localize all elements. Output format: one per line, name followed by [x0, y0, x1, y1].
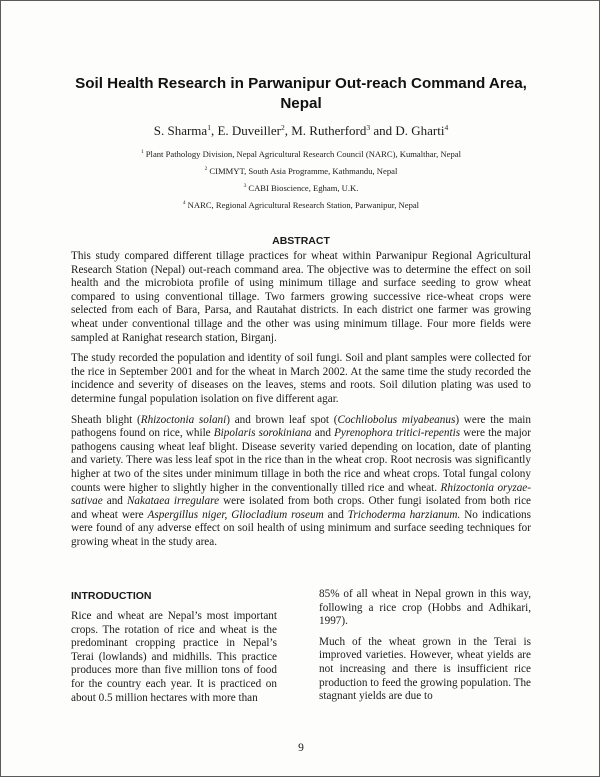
author-list	[61, 123, 541, 139]
introduction-heading: INTRODUCTION	[71, 590, 152, 602]
species-name: Nakataea irregulare	[126, 495, 220, 508]
abstract-heading: ABSTRACT	[272, 235, 330, 247]
author: M. Rutherford$^3$ and	[291, 123, 396, 138]
species-name: Cochliobolus miyabeanus	[337, 413, 456, 426]
page-number: 9	[298, 742, 304, 754]
abstract-paragraph: Sheath blight (Rhizoctonia solani) and brown leaf spot (Cochliobolus miyabeanus) were the main pathogens found on rice, while Bipolaris sorokiniana and Pyrenophora tritici-repentis were the major pathogens causing wheat leaf blight. Disease severity varied depending on location, date of planting and variety. There was less leaf spot in the rice than in the wheat crop. Root necrosis was significantly higher at two of the sites under minimum tillage in both the rice and wheat crops. Total fungal colony counts were higher to slightly higher in the conventionally tilled rice and wheat. Rhizoctonia oryzae-sativae and Nakataea irregulare were isolated from both crops. Other fungi isolated from both rice and wheat were Aspergillus niger, Gliocladium roseum and Trichoderma harzianum. No indications were found of any adverse effect on soil health of using minimum and surface seeding techniques for growing wheat in the study area.	[71, 413, 532, 548]
species-name: Rhizoctonia solani	[140, 413, 227, 426]
intro-paragraph: 85% of all wheat in Nepal grown in this way, following a rice crop (Hobbs and Adhikari, 1997).	[319, 588, 531, 628]
author: E. Duveiller$^2$,	[217, 123, 292, 138]
author: D. Gharti$^4$	[395, 123, 449, 138]
species-name: Aspergillus niger, Gliocladium roseum	[147, 508, 324, 521]
right-column	[319, 588, 531, 711]
species-name: Bipolaris sorokiniana	[213, 427, 312, 440]
abstract-paragraph: The study recorded the population and identity of soil fungi. Soil and plant samples were collected for the rice in September 2001 and for the wheat in March 2002. At the same time the study recorded the incidence and severity of diseases on the leaves, stems and roots. Soil dilution plating was used to determine fungal population isolation on five different agar.	[71, 352, 531, 405]
paper-title: Soil Health Research in Parwanipur Out-reach Command Area, Nepal	[75, 75, 527, 112]
affiliation-list	[61, 146, 541, 214]
author: S. Sharma$^1$,	[153, 123, 218, 138]
species-name: Trichoderma harzianum.	[347, 508, 461, 521]
intro-paragraph: Rice and wheat are Nepal’s most important crops. The rotation of rice and wheat is the predominant cropping practice in Nepal’s Terai (lowlands) and midhills. This practice produces more than five million tons of food for the country each year. It is practiced on about 0.5 million hectares with more than	[71, 610, 277, 704]
species-name: Rhizoctonia oryzae-sativae	[71, 481, 531, 508]
left-column	[71, 610, 277, 712]
species-name: Pyrenophora tritici-repentis	[334, 427, 461, 440]
intro-paragraph: Much of the wheat grown in the Terai is improved varieties. However, wheat yields are not increasing and there is insufficient rice production to feed the growing population. The stagnant yields are due to	[319, 635, 531, 703]
affiliation: $^1$ Plant Pathology Division, Nepal Agricultural Research Council (NARC), Kumalthar, Nepal	[141, 149, 461, 159]
abstract-body	[71, 250, 531, 556]
affiliation: $^4$ NARC, Regional Agricultural Research Station, Parwanipur, Nepal	[182, 200, 420, 210]
affiliation: $^2$ CIMMYT, South Asia Programme, Kathmandu, Nepal	[204, 166, 398, 176]
document-page	[1, 1, 599, 776]
affiliation: $^3$ CABI Bioscience, Egham, U.K.	[243, 183, 359, 193]
abstract-paragraph: This study compared different tillage practices for wheat within Parwanipur Regional Agricultural Research Station (Nepal) out-reach command area. The objective was to determine the effect on soil health and the microbiota profile of using minimum tillage and surface seeding to grow wheat compared to using conventional tillage. Two farmers growing successive rice-wheat crops were selected from each of Bara, Parsa, and Rautahat districts. In each district one farmer was growing wheat under conventional tillage and the other was using minimum tillage. Four more fields were sampled at Ranighat research station, Birganj.	[71, 250, 531, 344]
